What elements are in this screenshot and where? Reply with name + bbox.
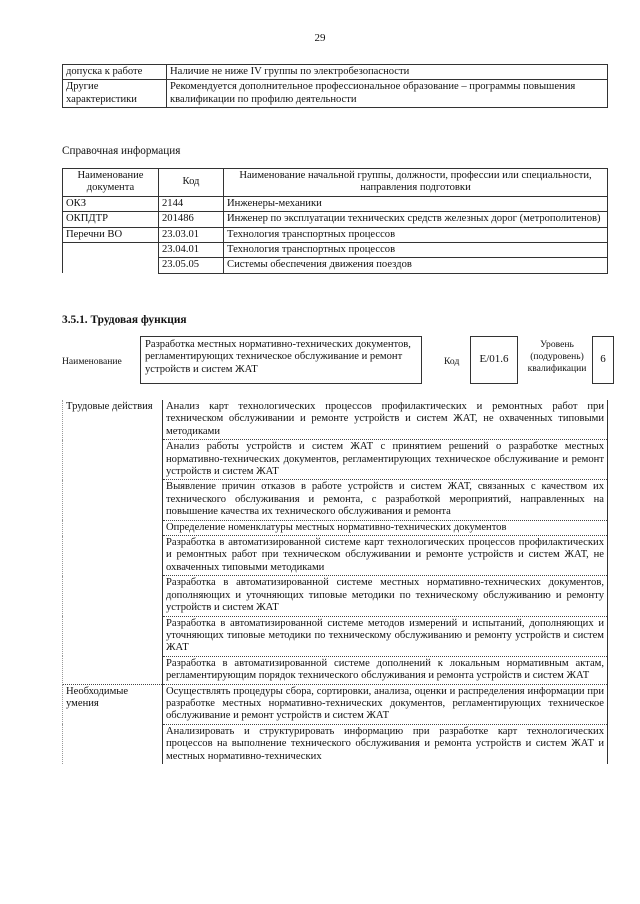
code-label: Код (444, 356, 460, 367)
labor-action-item: Анализ карт технологических процессов профилактических и ремонтных работ при техническом обслуживании и ремонте устройств и систем ЖАТ, не охваченных типовыми методиками (163, 400, 608, 440)
labor-action-item: Разработка в автоматизированной системе методов измерений и испытаний, дополняющих и уточняющих типовые методики по техническому обслуживанию и ремонту устройств и систем ЖАТ (163, 616, 608, 656)
labor-function-header (62, 336, 614, 384)
qualification-requirements-table (62, 64, 608, 108)
reference-table (62, 168, 608, 274)
qualification-level-label: Уровень (подуровень) квалификации (527, 339, 587, 374)
qualification-level-box: 6 (592, 336, 614, 384)
function-name-box: Разработка местных нормативно-технических документов, регламентирующих техническое обслуживание и ремонт устройств и систем ЖАТ (140, 336, 422, 384)
labor-actions-label: Трудовые действия (63, 400, 163, 684)
table-row (63, 227, 608, 242)
skill-item: Осуществлять процедуры сбора, сортировки, анализа, оценки и распределения информации при разработке местных нормативно-технических документов, регламентирующих техническое обслуживание и ремонт устройств и систем ЖАТ (163, 684, 608, 724)
cell-document: ОКПДТР (63, 212, 159, 227)
table-row (63, 212, 608, 227)
table-row (63, 258, 608, 273)
cell-document (63, 258, 159, 273)
row-value: Рекомендуется дополнительное профессиональное образование – программы повышения квалификации по профилю деятельности (167, 80, 608, 108)
cell-code: 23.03.01 (159, 227, 224, 242)
cell-code: 23.05.05 (159, 258, 224, 273)
table-row (63, 684, 608, 724)
cell-code: 201486 (159, 212, 224, 227)
cell-name: Технология транспортных процессов (224, 227, 608, 242)
table-header-row (63, 169, 608, 197)
column-header-code: Код (159, 169, 224, 197)
cell-document (63, 243, 159, 258)
labor-action-item: Выявление причин отказов в работе устройств и систем ЖАТ, связанных с качеством их технического обслуживания и ремонта, с разработкой мероприятий, направленных на повышение качества их технического обслуживания и ремонта (163, 480, 608, 520)
cell-name: Инженер по эксплуатации технических средств железных дорог (метрополитенов) (224, 212, 608, 227)
cell-code: 2144 (159, 196, 224, 211)
page-number: 29 (314, 32, 326, 44)
table-row (63, 196, 608, 211)
cell-name: Технология транспортных процессов (224, 243, 608, 258)
column-header-name: Наименование начальной группы, должности, профессии или специальности, направления подготовки (224, 169, 608, 197)
labor-action-item: Анализ работы устройств и систем ЖАТ с принятием решений о разработке местных нормативно-технических документов, регламентирующих техническое обслуживание и ремонт устройств и систем ЖАТ (163, 440, 608, 480)
skills-label: Необходимые умения (63, 684, 163, 764)
row-label: допуска к работе (63, 65, 167, 80)
function-code-box: E/01.6 (470, 336, 518, 384)
labor-function-title: 3.5.1. Трудовая функция (62, 314, 187, 326)
row-label: Другие характеристики (63, 80, 167, 108)
row-value: Наличие не ниже IV группы по электробезопасности (167, 65, 608, 80)
labor-action-item: Разработка в автоматизированной системе карт технологических процессов профилактических и ремонтных работ при техническом обслуживании и ремонте устройств и систем ЖАТ, не охваченных типовыми методиками (163, 536, 608, 576)
table-row (63, 243, 608, 258)
table-row (63, 65, 608, 80)
labor-action-item: Разработка в автоматизированной системе дополнений к локальным нормативным актам, регламентирующим порядок технического обслуживания и ремонта устройств и систем ЖАТ (163, 656, 608, 684)
table-row (63, 80, 608, 108)
labor-function-table (62, 400, 608, 764)
cell-document: Перечни ВО (63, 227, 159, 242)
labor-action-item: Определение номенклатуры местных нормативно-технических документов (163, 520, 608, 535)
skill-item: Анализировать и структурировать информацию при разработке карт технологических процессов на выполнение технического обслуживания и ремонта устройств и систем ЖАТ и местных нормативно-технических (163, 724, 608, 764)
name-label: Наименование (62, 356, 122, 367)
cell-code: 23.04.01 (159, 243, 224, 258)
column-header-document: Наименование документа (63, 169, 159, 197)
table-row (63, 400, 608, 440)
reference-info-title: Справочная информация (62, 145, 181, 157)
cell-name: Системы обеспечения движения поездов (224, 258, 608, 273)
cell-name: Инженеры-механики (224, 196, 608, 211)
cell-document: ОКЗ (63, 196, 159, 211)
labor-action-item: Разработка в автоматизированной системе местных нормативно-технических документов, дополняющих и уточняющих типовые методики по техническому обслуживанию и ремонту устройств и систем ЖАТ (163, 576, 608, 616)
